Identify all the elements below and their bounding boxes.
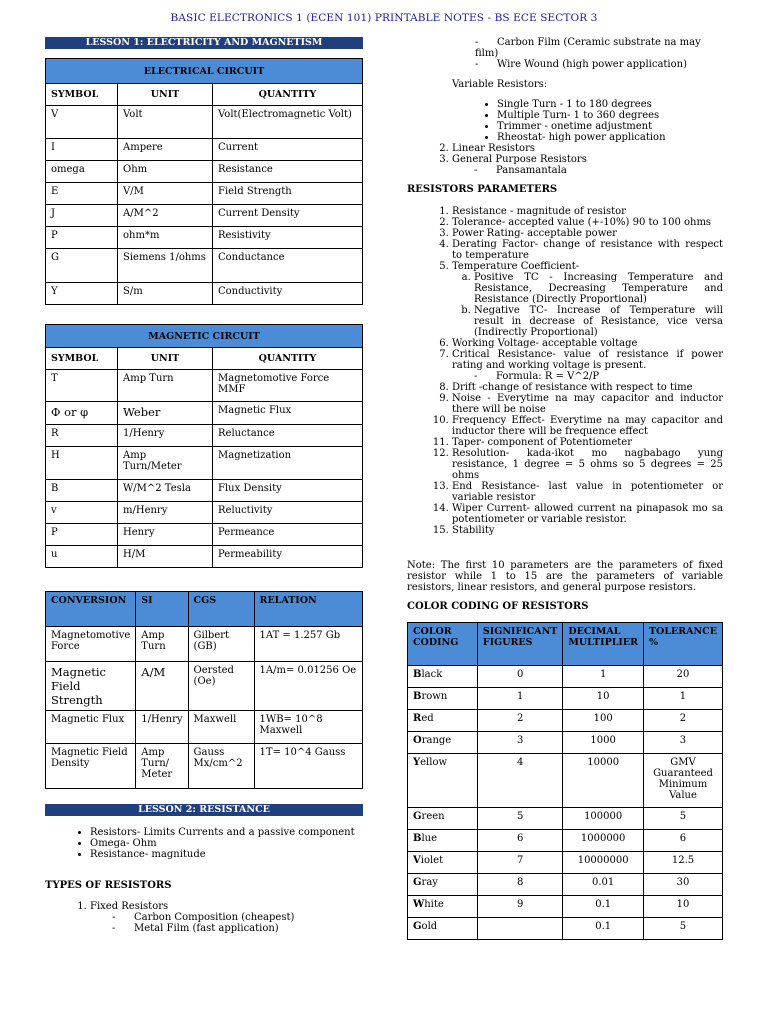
table-cell: Blue — [408, 830, 478, 852]
table-cell: E — [46, 183, 118, 205]
table-cell: Φ or φ — [46, 402, 118, 425]
list-item — [452, 261, 723, 338]
table-cell: 100000 — [563, 808, 644, 830]
table-row — [46, 106, 363, 139]
list-item — [452, 154, 723, 176]
table-cell: 5 — [477, 808, 562, 830]
table-cell: Resistivity — [213, 227, 363, 249]
table-cell: Field Strength — [213, 183, 363, 205]
table-cell: 10 — [563, 688, 644, 710]
table-cell: 30 — [643, 874, 722, 896]
table-row — [46, 227, 363, 249]
table-row — [408, 666, 723, 688]
table-cell: Magnetization — [213, 447, 363, 480]
list-item: 1. Resistance - magnitude of resistor — [452, 206, 723, 217]
table-cell: 5 — [643, 918, 722, 940]
table-cell: 10 — [643, 896, 722, 918]
table-cell: Green — [408, 808, 478, 830]
table-cell: Amp Turn — [136, 627, 188, 662]
column-header: TOLERANCE % — [643, 623, 722, 666]
table-cell: 6 — [477, 830, 562, 852]
table-cell: 1AT = 1.257 Gb — [254, 627, 362, 662]
table-row — [46, 249, 363, 283]
table-cell: Volt — [118, 106, 213, 139]
table-cell: Amp Turn — [118, 370, 213, 402]
list-item — [452, 349, 723, 382]
list-item: • Multiple Turn- 1 to 360 degrees — [497, 110, 722, 121]
table-row — [408, 918, 723, 940]
table-cell: ohm*m — [118, 227, 213, 249]
table-cell: Amp Turn/ Meter — [136, 744, 188, 789]
table-cell: 1/Henry — [136, 711, 188, 744]
list-item: 12. Resolution- kada-ikot mo nagbabago yung resistance, 1 degree = 5 ohms so 5 degrees = 25 ohms — [452, 448, 723, 481]
table-cell — [477, 918, 562, 940]
list-item: 9. Noise - Everytime na may capacitor and inductor there will be noise — [452, 393, 723, 415]
list-item: - Carbon Composition (cheapest) — [112, 912, 361, 923]
parameters-heading: RESISTORS PARAMETERS — [407, 184, 558, 195]
electrical-circuit-table — [45, 58, 363, 305]
table-caption: ELECTRICAL CIRCUIT — [46, 59, 363, 84]
table-cell: 1 — [643, 688, 722, 710]
table-cell: Brown — [408, 688, 478, 710]
table-cell: GMV Guaranteed Minimum Value — [643, 754, 722, 808]
list-item-label: Fixed Resistors — [90, 901, 169, 912]
variable-bullet-list — [452, 99, 722, 143]
column-header: SIGNIFICANT FIGURES — [477, 623, 562, 666]
table-cell: Magnetomotive Force MMF — [213, 370, 363, 402]
table-cell: Siemens 1/ohms — [118, 249, 213, 283]
table-row — [46, 711, 363, 744]
table-cell: Permeance — [213, 524, 363, 546]
table-cell: 1 — [563, 666, 644, 688]
table-row — [408, 852, 723, 874]
color-coding-table — [407, 622, 723, 940]
table-cell: 7 — [477, 852, 562, 874]
color-coding-heading: COLOR CODING OF RESISTORS — [407, 601, 589, 612]
column-header: QUANTITY — [213, 84, 363, 106]
table-cell: m/Henry — [118, 502, 213, 524]
column-header: QUANTITY — [213, 348, 363, 370]
list-item: 13. End Resistance- last value in potentiometer or variable resistor — [452, 481, 723, 503]
table-row — [408, 732, 723, 754]
list-item: • Trimmer - onetime adjustment — [497, 121, 722, 132]
table-cell: 0.01 — [563, 874, 644, 896]
table-row — [408, 874, 723, 896]
types-heading: TYPES OF RESISTORS — [45, 880, 172, 891]
list-item-label: Critical Resistance- value of resistance if power rating and working voltage is present. — [452, 349, 723, 371]
table-cell: A/M — [136, 662, 188, 711]
column-header: UNIT — [118, 84, 213, 106]
list-item: 15. Stability — [452, 525, 723, 536]
table-cell: Amp Turn/Meter — [118, 447, 213, 480]
table-cell: V — [46, 106, 118, 139]
fixed-sub-continued — [475, 37, 725, 70]
table-cell: Yellow — [408, 754, 478, 808]
list-item — [90, 901, 361, 934]
table-cell: 1 — [477, 688, 562, 710]
table-cell: 2 — [477, 710, 562, 732]
list-item: 10. Frequency Effect- Everytime na may capacitor and inductor there will be frequence effect — [452, 415, 723, 437]
column-header: SYMBOL — [46, 84, 118, 106]
table-cell: Magnetomotive Force — [46, 627, 136, 662]
table-cell: S/m — [118, 283, 213, 305]
table-header-row — [46, 348, 363, 370]
column-header: CGS — [188, 592, 254, 627]
table-cell: T — [46, 370, 118, 402]
table-row — [46, 744, 363, 789]
parameters-note: Note: The first 10 parameters are the parameters of fixed resistor while 1 to 15 are the parameters of variable resistors, linear resistors, and general purpose resistors. — [407, 560, 723, 593]
table-cell: Y — [46, 283, 118, 305]
table-cell: Volt(Electromagnetic Volt) — [213, 106, 363, 139]
table-cell: Conductance — [213, 249, 363, 283]
lesson-2-banner: LESSON 2: RESISTANCE — [45, 804, 363, 816]
table-cell: 1T= 10^4 Gauss — [254, 744, 362, 789]
table-cell: J — [46, 205, 118, 227]
table-row — [46, 502, 363, 524]
table-row — [408, 830, 723, 852]
table-cell: Ampere — [118, 139, 213, 161]
table-cell: 6 — [643, 830, 722, 852]
table-cell: Oersted (Oe) — [188, 662, 254, 711]
table-cell: Gold — [408, 918, 478, 940]
magnetic-circuit-table — [45, 324, 363, 568]
table-cell: 3 — [643, 732, 722, 754]
table-row — [46, 183, 363, 205]
list-item: - Metal Film (fast application) — [112, 923, 361, 934]
table-cell: 10000000 — [563, 852, 644, 874]
table-row — [46, 524, 363, 546]
column-header: COLOR CODING — [408, 623, 478, 666]
list-item: b. Negative TC- Increase of Temperature will result in decrease of Resistance, vice versa (Indirectly Proportional) — [474, 305, 723, 338]
list-item-label: Temperature Coefficient- — [452, 261, 580, 272]
table-header-row — [46, 84, 363, 106]
table-cell: Resistance — [213, 161, 363, 183]
table-cell: 1/Henry — [118, 425, 213, 447]
table-cell: Current Density — [213, 205, 363, 227]
table-cell: R — [46, 425, 118, 447]
table-cell: 1WB= 10^8 Maxwell — [254, 711, 362, 744]
list-item: - Pansamantala — [474, 165, 723, 176]
table-cell: 1A/m= 0.01256 Oe — [254, 662, 362, 711]
column-header: RELATION — [254, 592, 362, 627]
table-row — [46, 402, 363, 425]
table-cell: Gauss Mx/cm^2 — [188, 744, 254, 789]
table-row — [46, 627, 363, 662]
table-cell: 3 — [477, 732, 562, 754]
table-cell: 0.1 — [563, 918, 644, 940]
table-cell: Current — [213, 139, 363, 161]
table-cell: 2 — [643, 710, 722, 732]
parameters-list — [407, 206, 723, 536]
column-header: UNIT — [118, 348, 213, 370]
list-item: a. Positive TC - Increasing Temperature and Resistance, Decreasing Temperature and Resistance (Directly Proportional) — [474, 272, 723, 305]
list-item: 2. Tolerance- accepted value (+-10%) 90 to 100 ohms — [452, 217, 723, 228]
list-item: • Omega- Ohm — [90, 838, 361, 849]
table-cell: Magnetic Flux — [213, 402, 363, 425]
fixed-resistors-list — [45, 901, 361, 934]
table-cell: Orange — [408, 732, 478, 754]
table-cell: 10000 — [563, 754, 644, 808]
table-cell: Violet — [408, 852, 478, 874]
table-cell: Weber — [118, 402, 213, 425]
list-item: - Formula: R = V^2/P — [474, 371, 723, 382]
table-cell: Permeability — [213, 546, 363, 568]
table-cell: Gray — [408, 874, 478, 896]
table-row — [46, 283, 363, 305]
table-row — [46, 161, 363, 183]
list-item: • Rheostat- high power application — [497, 132, 722, 143]
list-item: 4. Derating Factor- change of resistance with respect to temperature — [452, 239, 723, 261]
table-cell: H/M — [118, 546, 213, 568]
table-cell: 0 — [477, 666, 562, 688]
table-row — [408, 754, 723, 808]
table-cell: 9 — [477, 896, 562, 918]
conversion-table — [45, 591, 363, 789]
table-row — [408, 710, 723, 732]
column-header: DECIMAL MULTIPLIER — [563, 623, 644, 666]
table-cell: W/M^2 Tesla — [118, 480, 213, 502]
table-cell: P — [46, 524, 118, 546]
list-item: - Wire Wound (high power application) — [475, 59, 725, 70]
table-cell: Gilbert (GB) — [188, 627, 254, 662]
table-cell: A/M^2 — [118, 205, 213, 227]
table-cell: Red — [408, 710, 478, 732]
table-cell: H — [46, 447, 118, 480]
table-caption: MAGNETIC CIRCUIT — [46, 325, 363, 348]
resistance-bullet-list — [45, 827, 361, 860]
table-row — [46, 480, 363, 502]
table-cell: P — [46, 227, 118, 249]
table-row — [408, 808, 723, 830]
other-types-list — [407, 143, 723, 176]
column-header: SYMBOL — [46, 348, 118, 370]
list-item: • Resistors- Limits Currents and a passive component — [90, 827, 361, 838]
column-header: SI — [136, 592, 188, 627]
table-row — [46, 139, 363, 161]
table-row — [46, 447, 363, 480]
table-cell: 1000 — [563, 732, 644, 754]
table-cell: 5 — [643, 808, 722, 830]
table-cell: 20 — [643, 666, 722, 688]
table-cell: Henry — [118, 524, 213, 546]
page-title: BASIC ELECTRONICS 1 (ECEN 101) PRINTABLE NOTES - BS ECE SECTOR 3 — [170, 12, 598, 24]
list-item: • Resistance- magnitude — [90, 849, 361, 860]
table-cell: Reluctivity — [213, 502, 363, 524]
list-item: 6. Working Voltage- acceptable voltage — [452, 338, 723, 349]
list-item: 2. Linear Resistors — [452, 143, 723, 154]
table-row — [46, 546, 363, 568]
list-item: - Carbon Film (Ceramic substrate na may film) — [475, 37, 725, 59]
table-row — [46, 425, 363, 447]
variable-label: Variable Resistors: — [452, 79, 548, 90]
table-cell: Black — [408, 666, 478, 688]
table-cell: Maxwell — [188, 711, 254, 744]
list-item: 14. Wiper Current- allowed current na pinapasok mo sa potentiometer or variable resistor. — [452, 503, 723, 525]
table-cell: V/M — [118, 183, 213, 205]
table-row — [46, 205, 363, 227]
table-cell: 0.1 — [563, 896, 644, 918]
table-cell: White — [408, 896, 478, 918]
table-cell: 8 — [477, 874, 562, 896]
table-cell: 1000000 — [563, 830, 644, 852]
list-item: 8. Drift -change of resistance with respect to time — [452, 382, 723, 393]
table-cell: 4 — [477, 754, 562, 808]
table-cell: 12.5 — [643, 852, 722, 874]
list-item: • Single Turn - 1 to 180 degrees — [497, 99, 722, 110]
table-cell: Conductivity — [213, 283, 363, 305]
table-cell: Ohm — [118, 161, 213, 183]
table-row — [46, 370, 363, 402]
list-item: 3. Power Rating- acceptable power — [452, 228, 723, 239]
table-cell: G — [46, 249, 118, 283]
table-cell: 100 — [563, 710, 644, 732]
column-header: CONVERSION — [46, 592, 136, 627]
table-cell: I — [46, 139, 118, 161]
table-row — [46, 662, 363, 711]
table-header-row — [408, 623, 723, 666]
table-row — [408, 688, 723, 710]
table-cell: Magnetic Field Strength — [46, 662, 136, 711]
lesson-1-banner: LESSON 1: ELECTRICITY AND MAGNETISM — [45, 37, 363, 49]
table-cell: u — [46, 546, 118, 568]
table-cell: Magnetic Flux — [46, 711, 136, 744]
table-cell: v — [46, 502, 118, 524]
table-cell: omega — [46, 161, 118, 183]
table-header-row — [46, 592, 363, 627]
table-row — [408, 896, 723, 918]
table-cell: Flux Density — [213, 480, 363, 502]
table-cell: Reluctance — [213, 425, 363, 447]
list-item: 11. Taper- component of Potentiometer — [452, 437, 723, 448]
list-item-label: General Purpose Resistors — [452, 154, 587, 165]
table-cell: Magnetic Field Density — [46, 744, 136, 789]
table-cell: B — [46, 480, 118, 502]
